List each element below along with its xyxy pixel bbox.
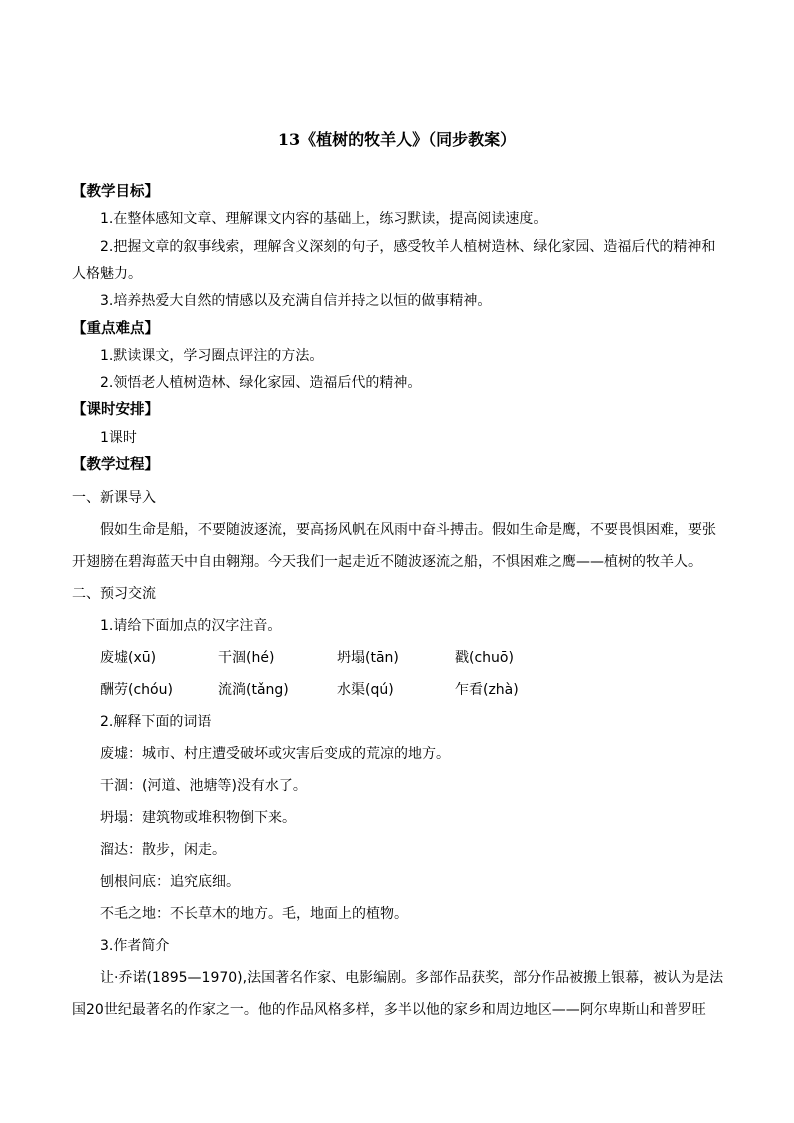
pinyin-item: 乍看(zhà) (455, 682, 519, 698)
words-heading: 2.解释下面的词语 (100, 714, 212, 730)
paragraph-line: 假如生命是船，不要随波逐流，要高扬风帆在风雨中奋斗搏击。假如生命是鹰，不要畏惧困难，要张 (100, 522, 716, 538)
schedule-heading: 【课时安排】 (72, 402, 159, 418)
pinyin-heading: 1.请给下面加点的汉字注音。 (100, 618, 282, 634)
objective-item: 1.在整体感知文章、理解课文内容的基础上，练习默读，提高阅读速度。 (100, 211, 548, 227)
keypoint-item: 1.默读课文，学习圈点评注的方法。 (100, 348, 324, 364)
definition-item: 不毛之地：不长草木的地方。毛，地面上的植物。 (100, 906, 408, 922)
definition-item: 溜达：散步，闲走。 (100, 842, 226, 858)
objective-item: 人格魅力。 (72, 266, 142, 282)
pinyin-item: 废墟(xū) (100, 650, 157, 666)
pinyin-item: 干涸(hé) (218, 650, 275, 666)
definition-item: 废墟：城市、村庄遭受破坏或灾害后变成的荒凉的地方。 (100, 746, 450, 762)
pinyin-item: 坍塌(tān) (337, 650, 399, 666)
objectives-heading: 【教学目标】 (72, 184, 159, 200)
pinyin-item: 流淌(tǎng) (218, 682, 289, 698)
pinyin-item: 酬劳(chóu) (100, 682, 173, 698)
keypoints-heading: 【重点难点】 (72, 321, 159, 337)
author-line: 让·乔诺(1895—1970),法国著名作家、电影编剧。多部作品获奖，部分作品被搬上银幕，被认为是法 (100, 970, 724, 986)
pinyin-item: 戳(chuō) (455, 650, 514, 666)
section-title-preview: 二、预习交流 (72, 586, 156, 602)
definition-item: 坍塌：建筑物或堆积物倒下来。 (100, 810, 296, 826)
objective-item: 3.培养热爱大自然的情感以及充满自信并持之以恒的做事精神。 (100, 293, 492, 309)
schedule-value: 1课时 (100, 430, 137, 446)
section-title-intro: 一、新课导入 (72, 490, 156, 506)
document-title: 13《植树的牧羊人》（同步教案） (277, 130, 517, 149)
objective-item: 2.把握文章的叙事线索，理解含义深刻的句子，感受牧羊人植树造林、绿化家园、造福后代的精神和 (100, 239, 716, 255)
pinyin-item: 水渠(qú) (337, 682, 394, 698)
author-line: 国20世纪最著名的作家之一。他的作品风格多样，多半以他的家乡和周边地区——阿尔卑斯山和普罗旺 (72, 1002, 706, 1018)
author-heading: 3.作者简介 (100, 938, 170, 954)
paragraph-line: 开翅膀在碧海蓝天中自由翱翔。今天我们一起走近不随波逐流之船，不惧困难之鹰——植树的牧羊人。 (72, 554, 702, 570)
definition-item: 刨根问底：追究底细。 (100, 874, 240, 890)
definition-item: 干涸：(河道、池塘等)没有水了。 (100, 778, 307, 794)
keypoint-item: 2.领悟老人植树造林、绿化家园、造福后代的精神。 (100, 375, 422, 391)
process-heading: 【教学过程】 (72, 457, 159, 473)
